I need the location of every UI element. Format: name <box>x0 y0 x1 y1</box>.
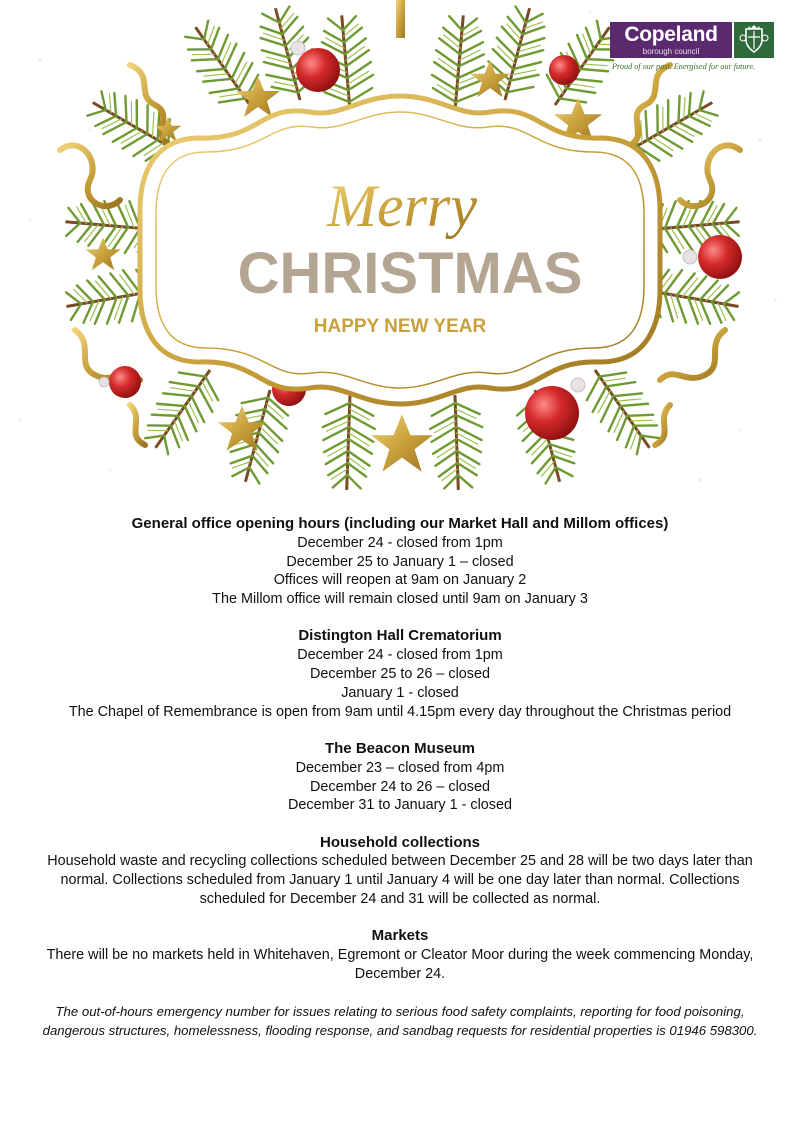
section-line: December 24 - closed from 1pm <box>297 534 503 551</box>
section-line: December 25 to 26 – closed <box>310 666 490 683</box>
crest-icon <box>734 22 774 58</box>
section-line: December 25 to January 1 – closed <box>286 553 514 570</box>
section-line: December 31 to January 1 - closed <box>288 797 512 814</box>
section-line: December 24 to 26 – closed <box>310 778 490 795</box>
logo-name: Copeland <box>624 23 718 46</box>
logo-tagline: Proud of our past. Energised for our future. <box>612 62 756 71</box>
section-household-collections <box>40 834 760 909</box>
greeting-new-year: HAPPY NEW YEAR <box>313 316 487 337</box>
notice-content <box>40 515 760 1040</box>
section-heading: Distington Hall Crematorium <box>298 627 502 645</box>
section-office-hours <box>40 515 760 609</box>
section-crematorium <box>40 627 760 721</box>
section-line: December 24 - closed from 1pm <box>297 647 503 664</box>
section-line: There will be no markets held in Whitehaven, Egremont or Cleator Moor during the week commencing Monday, December 24. <box>46 947 754 982</box>
greeting-christmas: CHRISTMAS <box>237 241 583 306</box>
section-heading: The Beacon Museum <box>324 739 476 757</box>
logo-wordmark <box>610 22 732 58</box>
section-line: The Chapel of Remembrance is open from 9am until 4.15pm every day throughout the Christmas period <box>68 703 732 720</box>
section-line: Offices will reopen at 9am on January 2 <box>273 572 527 589</box>
council-logo <box>610 22 780 82</box>
section-line: January 1 - closed <box>341 684 459 701</box>
section-line: December 23 – closed from 4pm <box>295 759 505 776</box>
section-heading: General office opening hours (including our Market Hall and Millom offices) <box>131 515 669 532</box>
section-heading: Household collections <box>319 833 481 851</box>
section-line: Household waste and recycling collections scheduled between December 25 and 28 will be two days later than normal. Collections scheduled from January 1 until January 4 will be one day later than normal. Collections scheduled for December 24 and 31 will be collected as normal. <box>47 853 753 908</box>
greeting-merry: Merry <box>327 173 477 239</box>
section-markets <box>40 927 760 983</box>
logo-subtitle: borough council <box>642 47 700 56</box>
emergency-footnote: The out-of-hours emergency number for issues relating to serious food safety complaints, reporting for food poisoning, dangerous structures, homelessness, flooding response, and sandbag requests for residential properties is 01946 598300. <box>42 1004 758 1039</box>
section-heading: Markets <box>371 927 429 945</box>
section-line: The Millom office will remain closed until 9am on January 3 <box>212 591 588 608</box>
section-museum <box>40 740 760 815</box>
